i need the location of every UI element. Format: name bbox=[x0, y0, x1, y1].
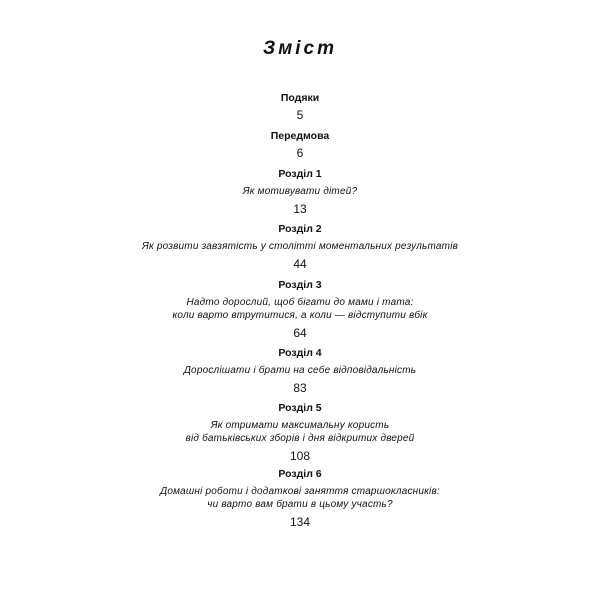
toc-chapter-subtitle: Надто дорослий, щоб бігати до мами і тата: bbox=[186, 297, 414, 308]
toc-page-number: 5 bbox=[296, 108, 304, 122]
toc-heading-chapter-5: Розділ 5 bbox=[278, 402, 322, 414]
toc-page-number: 13 bbox=[293, 202, 307, 216]
toc-heading-acknowledgements: Подяки bbox=[280, 92, 320, 104]
toc-chapter-subtitle: від батьківських зборів і дня відкритих дверей bbox=[185, 433, 415, 444]
toc-page-number: 64 bbox=[293, 326, 307, 340]
toc-chapter-subtitle: чи варто вам брати в цьому участь? bbox=[207, 499, 393, 510]
page-title: Зміст bbox=[262, 38, 337, 59]
toc-heading-chapter-2: Розділ 2 bbox=[278, 223, 322, 235]
toc-heading-chapter-4: Розділ 4 bbox=[278, 347, 322, 359]
toc-chapter-subtitle: Дорослішати і брати на себе відповідальність bbox=[183, 365, 417, 376]
toc-chapter-subtitle: Як розвити завзятість у столітті моментальних результатів bbox=[141, 241, 459, 252]
toc-chapter-subtitle: Як мотивувати дітей? bbox=[242, 186, 358, 197]
toc-page-number: 83 bbox=[293, 381, 307, 395]
toc-chapter-subtitle: коли варто втрутитися, а коли — відступити вбік bbox=[172, 310, 428, 321]
toc-page-number: 134 bbox=[289, 515, 311, 529]
toc-page-number: 44 bbox=[293, 257, 307, 271]
toc-heading-chapter-3: Розділ 3 bbox=[278, 279, 322, 291]
toc-heading-chapter-6: Розділ 6 bbox=[278, 468, 322, 480]
toc-page-number: 108 bbox=[289, 449, 311, 463]
toc-heading-foreword: Передмова bbox=[270, 130, 330, 142]
toc-chapter-subtitle: Як отримати максимальну користь bbox=[210, 420, 390, 431]
toc-chapter-subtitle: Домашні роботи і додаткові заняття старшокласників: bbox=[160, 486, 440, 497]
toc-heading-chapter-1: Розділ 1 bbox=[278, 168, 322, 180]
toc-page-number: 6 bbox=[296, 146, 304, 160]
